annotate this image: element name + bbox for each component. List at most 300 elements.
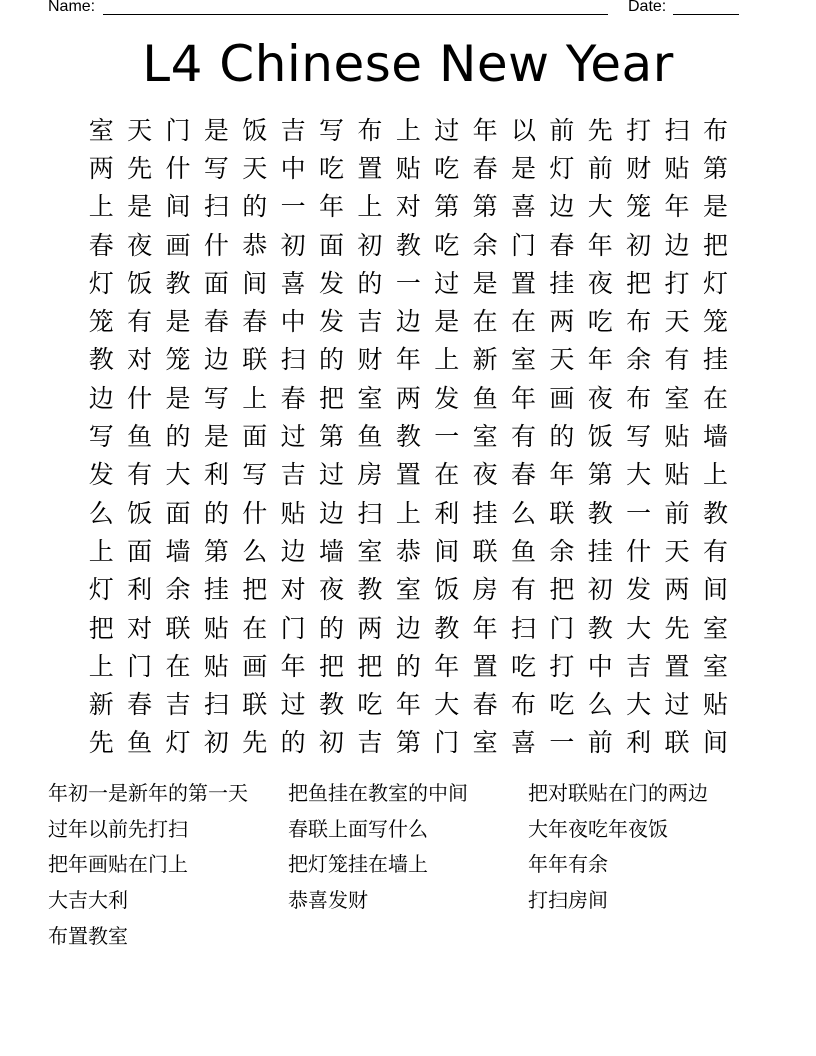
- grid-cell[interactable]: 打: [549, 651, 575, 681]
- grid-cell[interactable]: 把: [357, 651, 383, 681]
- grid-cell[interactable]: 吃: [357, 690, 383, 720]
- grid-cell[interactable]: 年: [472, 115, 498, 145]
- grid-cell[interactable]: 把: [319, 383, 345, 413]
- grid-cell[interactable]: 墙: [165, 536, 191, 566]
- grid-cell[interactable]: 是: [472, 268, 498, 298]
- grid-cell[interactable]: 边: [395, 613, 421, 643]
- grid-cell[interactable]: 春: [510, 460, 536, 490]
- grid-cell[interactable]: 联: [664, 728, 690, 758]
- grid-cell[interactable]: 灯: [549, 153, 575, 183]
- grid-cell[interactable]: 笼: [88, 307, 114, 337]
- grid-cell[interactable]: 年: [395, 690, 421, 720]
- grid-cell[interactable]: 联: [472, 536, 498, 566]
- grid-cell[interactable]: 贴: [280, 498, 306, 528]
- grid-cell[interactable]: 室: [510, 345, 536, 375]
- grid-cell[interactable]: 饭: [587, 422, 613, 452]
- grid-cell[interactable]: 鱼: [127, 422, 153, 452]
- grid-cell[interactable]: 的: [280, 728, 306, 758]
- grid-cell[interactable]: 春: [203, 307, 229, 337]
- grid-row: [82, 226, 735, 264]
- grid-cell[interactable]: 鱼: [472, 383, 498, 413]
- grid-cell[interactable]: 以: [510, 115, 536, 145]
- grid-cell[interactable]: 大: [434, 690, 460, 720]
- grid-cell[interactable]: 吉: [280, 115, 306, 145]
- grid-cell[interactable]: 初: [280, 230, 306, 260]
- grid-cell[interactable]: 夜: [587, 383, 613, 413]
- grid-cell[interactable]: 第: [472, 192, 498, 222]
- grid-cell[interactable]: 室: [664, 383, 690, 413]
- grid-cell[interactable]: 门: [127, 651, 153, 681]
- grid-cell[interactable]: 灯: [88, 575, 114, 605]
- grid-cell[interactable]: 什: [626, 536, 652, 566]
- grid-cell[interactable]: 边: [664, 230, 690, 260]
- grid-cell[interactable]: 置: [510, 268, 536, 298]
- grid-cell[interactable]: 初: [319, 728, 345, 758]
- grid-cell[interactable]: 天: [127, 115, 153, 145]
- grid-cell[interactable]: 对: [395, 192, 421, 222]
- grid-cell[interactable]: 教: [165, 268, 191, 298]
- grid-cell[interactable]: 贴: [702, 690, 728, 720]
- grid-cell[interactable]: 置: [664, 651, 690, 681]
- grid-cell[interactable]: 过: [280, 690, 306, 720]
- grid-cell[interactable]: 中: [280, 307, 306, 337]
- grid-cell[interactable]: 发: [626, 575, 652, 605]
- grid-cell[interactable]: 有: [702, 536, 728, 566]
- date-line[interactable]: [673, 14, 739, 15]
- grid-cell[interactable]: 一: [395, 268, 421, 298]
- grid-cell[interactable]: 年: [319, 192, 345, 222]
- grid-cell[interactable]: 门: [434, 728, 460, 758]
- grid-cell[interactable]: 扫: [280, 345, 306, 375]
- grid-cell[interactable]: 是: [165, 383, 191, 413]
- grid-cell[interactable]: 室: [472, 422, 498, 452]
- grid-cell[interactable]: 春: [549, 230, 575, 260]
- grid-cell[interactable]: 写: [319, 115, 345, 145]
- grid-cell[interactable]: 有: [127, 460, 153, 490]
- grid-cell[interactable]: 写: [626, 422, 652, 452]
- grid-cell[interactable]: 喜: [510, 192, 536, 222]
- grid-cell[interactable]: 饭: [242, 115, 268, 145]
- grid-cell[interactable]: 联: [165, 613, 191, 643]
- grid-cell[interactable]: 有: [664, 345, 690, 375]
- grid-cell[interactable]: 吃: [549, 690, 575, 720]
- grid-cell[interactable]: 第: [702, 153, 728, 183]
- grid-cell[interactable]: 两: [357, 613, 383, 643]
- grid-cell[interactable]: 上: [88, 651, 114, 681]
- grid-cell[interactable]: 一: [626, 498, 652, 528]
- grid-cell[interactable]: 夜: [319, 575, 345, 605]
- word-list-item: 把对联贴在门的两边: [528, 781, 708, 805]
- grid-cell[interactable]: 吉: [357, 307, 383, 337]
- grid-cell[interactable]: 边: [88, 383, 114, 413]
- grid-cell[interactable]: 联: [549, 498, 575, 528]
- grid-cell[interactable]: 挂: [587, 536, 613, 566]
- grid-cell[interactable]: 利: [434, 498, 460, 528]
- grid-cell[interactable]: 墙: [702, 422, 728, 452]
- grid-cell[interactable]: 前: [587, 153, 613, 183]
- grid-cell[interactable]: 联: [242, 345, 268, 375]
- grid-cell[interactable]: 教: [587, 613, 613, 643]
- grid-cell[interactable]: 财: [357, 345, 383, 375]
- grid-cell[interactable]: 什: [127, 383, 153, 413]
- grid-cell[interactable]: 上: [434, 345, 460, 375]
- grid-cell[interactable]: 室: [472, 728, 498, 758]
- grid-cell[interactable]: 过: [319, 460, 345, 490]
- grid-cell[interactable]: 室: [357, 383, 383, 413]
- grid-cell[interactable]: 饭: [434, 575, 460, 605]
- grid-cell[interactable]: 吃: [510, 651, 536, 681]
- grid-cell[interactable]: 吉: [165, 690, 191, 720]
- grid-cell[interactable]: 鱼: [127, 728, 153, 758]
- grid-cell[interactable]: 间: [242, 268, 268, 298]
- grid-cell[interactable]: 的: [395, 651, 421, 681]
- grid-cell[interactable]: 室: [702, 651, 728, 681]
- grid-cell[interactable]: 的: [319, 613, 345, 643]
- grid-cell[interactable]: 一: [434, 422, 460, 452]
- grid-cell[interactable]: 么: [510, 498, 536, 528]
- grid-cell[interactable]: 门: [165, 115, 191, 145]
- grid-cell[interactable]: 扫: [664, 115, 690, 145]
- grid-cell[interactable]: 两: [549, 307, 575, 337]
- grid-cell[interactable]: 的: [549, 422, 575, 452]
- word-list: [48, 776, 768, 954]
- grid-cell[interactable]: 利: [203, 460, 229, 490]
- grid-cell[interactable]: 年: [587, 345, 613, 375]
- grid-cell[interactable]: 前: [549, 115, 575, 145]
- grid-cell[interactable]: 天: [549, 345, 575, 375]
- grid-cell[interactable]: 面: [242, 422, 268, 452]
- grid-cell[interactable]: 两: [395, 383, 421, 413]
- grid-cell[interactable]: 上: [88, 536, 114, 566]
- grid-cell[interactable]: 的: [165, 422, 191, 452]
- grid-cell[interactable]: 把: [549, 575, 575, 605]
- grid-cell[interactable]: 利: [626, 728, 652, 758]
- grid-cell[interactable]: 边: [549, 192, 575, 222]
- grid-cell[interactable]: 年: [510, 383, 536, 413]
- grid-cell[interactable]: 门: [280, 613, 306, 643]
- grid-cell[interactable]: 贴: [395, 153, 421, 183]
- grid-cell[interactable]: 大: [626, 613, 652, 643]
- grid-cell[interactable]: 大: [626, 690, 652, 720]
- grid-cell[interactable]: 过: [664, 690, 690, 720]
- grid-cell[interactable]: 年: [472, 613, 498, 643]
- grid-cell[interactable]: 打: [664, 268, 690, 298]
- grid-cell[interactable]: 中: [280, 153, 306, 183]
- name-line[interactable]: [103, 14, 608, 15]
- grid-cell[interactable]: 房: [472, 575, 498, 605]
- grid-cell[interactable]: 是: [165, 307, 191, 337]
- grid-cell[interactable]: 发: [319, 307, 345, 337]
- grid-cell[interactable]: 春: [472, 153, 498, 183]
- grid-cell[interactable]: 布: [510, 690, 536, 720]
- grid-cell[interactable]: 上: [88, 192, 114, 222]
- grid-cell[interactable]: 恭: [395, 536, 421, 566]
- grid-row: [82, 532, 735, 570]
- grid-cell[interactable]: 教: [587, 498, 613, 528]
- grid-cell[interactable]: 写: [203, 153, 229, 183]
- grid-cell[interactable]: 教: [702, 498, 728, 528]
- grid-cell[interactable]: 贴: [203, 651, 229, 681]
- grid-cell[interactable]: 笼: [626, 192, 652, 222]
- grid-cell[interactable]: 什: [165, 153, 191, 183]
- grid-cell[interactable]: 夜: [127, 230, 153, 260]
- grid-cell[interactable]: 过: [280, 422, 306, 452]
- grid-cell[interactable]: 先: [242, 728, 268, 758]
- grid-cell[interactable]: 教: [395, 422, 421, 452]
- grid-cell[interactable]: 面: [127, 536, 153, 566]
- grid-cell[interactable]: 春: [242, 307, 268, 337]
- grid-cell[interactable]: 先: [664, 613, 690, 643]
- grid-cell[interactable]: 把: [319, 651, 345, 681]
- grid-cell[interactable]: 画: [242, 651, 268, 681]
- grid-cell[interactable]: 教: [395, 230, 421, 260]
- grid-cell[interactable]: 把: [626, 268, 652, 298]
- grid-cell[interactable]: 边: [395, 307, 421, 337]
- grid-cell[interactable]: 画: [549, 383, 575, 413]
- grid-cell[interactable]: 扫: [203, 192, 229, 222]
- grid-cell[interactable]: 有: [510, 422, 536, 452]
- grid-cell[interactable]: 夜: [587, 268, 613, 298]
- grid-cell[interactable]: 新: [88, 690, 114, 720]
- grid-cell[interactable]: 是: [203, 422, 229, 452]
- grid-cell[interactable]: 余: [165, 575, 191, 605]
- grid-cell[interactable]: 么: [242, 536, 268, 566]
- grid-cell[interactable]: 把: [88, 613, 114, 643]
- grid-cell[interactable]: 教: [319, 690, 345, 720]
- grid-cell[interactable]: 在: [242, 613, 268, 643]
- grid-cell[interactable]: 大: [165, 460, 191, 490]
- word-list-item: 大年夜吃年夜饭: [528, 816, 668, 841]
- grid-cell[interactable]: 么: [88, 498, 114, 528]
- grid-cell[interactable]: 的: [319, 345, 345, 375]
- grid-cell[interactable]: 是: [510, 153, 536, 183]
- grid-row: [82, 417, 735, 455]
- grid-cell[interactable]: 上: [395, 498, 421, 528]
- grid-cell[interactable]: 对: [280, 575, 306, 605]
- grid-cell[interactable]: 先: [587, 115, 613, 145]
- grid-cell[interactable]: 置: [395, 460, 421, 490]
- grid-cell[interactable]: 画: [165, 230, 191, 260]
- grid-cell[interactable]: 发: [88, 460, 114, 490]
- grid-cell[interactable]: 布: [626, 307, 652, 337]
- grid-cell[interactable]: 第: [587, 460, 613, 490]
- grid-cell[interactable]: 门: [549, 613, 575, 643]
- grid-cell[interactable]: 边: [203, 345, 229, 375]
- grid-cell[interactable]: 是: [203, 115, 229, 145]
- grid-cell[interactable]: 是: [127, 192, 153, 222]
- grid-cell[interactable]: 在: [434, 460, 460, 490]
- grid-cell[interactable]: 吃: [434, 153, 460, 183]
- grid-cell[interactable]: 笼: [165, 345, 191, 375]
- grid-cell[interactable]: 贴: [664, 153, 690, 183]
- grid-cell[interactable]: 财: [626, 153, 652, 183]
- grid-cell[interactable]: 春: [127, 690, 153, 720]
- grid-cell[interactable]: 把: [702, 230, 728, 260]
- grid-cell[interactable]: 笼: [702, 307, 728, 337]
- grid-cell[interactable]: 第: [203, 536, 229, 566]
- grid-cell[interactable]: 室: [357, 536, 383, 566]
- grid-cell[interactable]: 第: [434, 192, 460, 222]
- grid-cell[interactable]: 对: [127, 345, 153, 375]
- grid-cell[interactable]: 中: [587, 651, 613, 681]
- grid-cell[interactable]: 写: [242, 460, 268, 490]
- grid-row: [82, 111, 735, 149]
- grid-cell[interactable]: 上: [357, 192, 383, 222]
- grid-cell[interactable]: 贴: [203, 613, 229, 643]
- grid-cell[interactable]: 对: [127, 613, 153, 643]
- grid-cell[interactable]: 间: [165, 192, 191, 222]
- grid-cell[interactable]: 恭: [242, 230, 268, 260]
- grid-cell[interactable]: 年: [395, 345, 421, 375]
- grid-cell[interactable]: 前: [664, 498, 690, 528]
- grid-cell[interactable]: 过: [434, 115, 460, 145]
- grid-cell[interactable]: 年: [664, 192, 690, 222]
- grid-cell[interactable]: 扫: [510, 613, 536, 643]
- grid-cell[interactable]: 教: [88, 345, 114, 375]
- grid-cell[interactable]: 在: [510, 307, 536, 337]
- grid-cell[interactable]: 吉: [357, 728, 383, 758]
- grid-cell[interactable]: 天: [664, 536, 690, 566]
- grid-cell[interactable]: 吃: [319, 153, 345, 183]
- grid-cell[interactable]: 夜: [472, 460, 498, 490]
- grid-cell[interactable]: 灯: [702, 268, 728, 298]
- grid-cell[interactable]: 布: [702, 115, 728, 145]
- grid-cell[interactable]: 的: [357, 268, 383, 298]
- grid-cell[interactable]: 室: [395, 575, 421, 605]
- grid-cell[interactable]: 贴: [664, 460, 690, 490]
- grid-cell[interactable]: 年: [549, 460, 575, 490]
- grid-cell[interactable]: 写: [88, 422, 114, 452]
- grid-cell[interactable]: 门: [510, 230, 536, 260]
- grid-cell[interactable]: 两: [664, 575, 690, 605]
- grid-cell[interactable]: 室: [702, 613, 728, 643]
- word-list-item: 布置教室: [48, 923, 128, 948]
- grid-cell[interactable]: 年: [434, 651, 460, 681]
- grid-cell[interactable]: 布: [626, 383, 652, 413]
- grid-cell[interactable]: 初: [587, 575, 613, 605]
- grid-cell[interactable]: 鱼: [357, 422, 383, 452]
- grid-cell[interactable]: 喜: [510, 728, 536, 758]
- word-list-item: 春联上面写什么: [288, 816, 428, 841]
- grid-cell[interactable]: 前: [587, 728, 613, 758]
- grid-cell[interactable]: 扫: [203, 690, 229, 720]
- grid-cell[interactable]: 面: [319, 230, 345, 260]
- grid-cell[interactable]: 年: [587, 230, 613, 260]
- grid-cell[interactable]: 把: [242, 575, 268, 605]
- grid-cell[interactable]: 的: [242, 192, 268, 222]
- grid-cell[interactable]: 在: [472, 307, 498, 337]
- grid-cell[interactable]: 联: [242, 690, 268, 720]
- grid-cell[interactable]: 间: [434, 536, 460, 566]
- grid-cell[interactable]: 发: [319, 268, 345, 298]
- grid-cell[interactable]: 有: [127, 307, 153, 337]
- grid-cell[interactable]: 余: [549, 536, 575, 566]
- grid-cell[interactable]: 第: [395, 728, 421, 758]
- grid-cell[interactable]: 么: [587, 690, 613, 720]
- grid-cell[interactable]: 天: [664, 307, 690, 337]
- grid-cell[interactable]: 先: [127, 153, 153, 183]
- grid-cell[interactable]: 在: [702, 383, 728, 413]
- grid-cell[interactable]: 在: [165, 651, 191, 681]
- grid-cell[interactable]: 什: [242, 498, 268, 528]
- grid-cell[interactable]: 布: [357, 115, 383, 145]
- grid-cell[interactable]: 写: [203, 383, 229, 413]
- grid-cell[interactable]: 鱼: [510, 536, 536, 566]
- grid-cell[interactable]: 一: [280, 192, 306, 222]
- grid-cell[interactable]: 利: [127, 575, 153, 605]
- grid-cell[interactable]: 房: [357, 460, 383, 490]
- grid-cell[interactable]: 一: [549, 728, 575, 758]
- grid-cell[interactable]: 灯: [165, 728, 191, 758]
- grid-cell[interactable]: 贴: [664, 422, 690, 452]
- grid-cell[interactable]: 扫: [357, 498, 383, 528]
- grid-cell[interactable]: 墙: [319, 536, 345, 566]
- grid-cell[interactable]: 边: [319, 498, 345, 528]
- grid-cell[interactable]: 边: [280, 536, 306, 566]
- grid-cell[interactable]: 初: [626, 230, 652, 260]
- grid-cell[interactable]: 新: [472, 345, 498, 375]
- grid-cell[interactable]: 喜: [280, 268, 306, 298]
- grid-cell[interactable]: 灯: [88, 268, 114, 298]
- grid-cell[interactable]: 上: [395, 115, 421, 145]
- grid-cell[interactable]: 室: [88, 115, 114, 145]
- grid-cell[interactable]: 两: [88, 153, 114, 183]
- grid-cell[interactable]: 面: [165, 498, 191, 528]
- grid-cell[interactable]: 吉: [626, 651, 652, 681]
- grid-cell[interactable]: 面: [203, 268, 229, 298]
- grid-cell[interactable]: 初: [203, 728, 229, 758]
- grid-cell[interactable]: 有: [510, 575, 536, 605]
- grid-cell[interactable]: 挂: [549, 268, 575, 298]
- grid-cell[interactable]: 吃: [434, 230, 460, 260]
- grid-cell[interactable]: 饭: [127, 498, 153, 528]
- grid-cell[interactable]: 教: [357, 575, 383, 605]
- grid-cell[interactable]: 上: [702, 460, 728, 490]
- grid-cell[interactable]: 什: [203, 230, 229, 260]
- grid-cell[interactable]: 初: [357, 230, 383, 260]
- grid-cell[interactable]: 间: [702, 728, 728, 758]
- grid-cell[interactable]: 天: [242, 153, 268, 183]
- grid-cell[interactable]: 上: [242, 383, 268, 413]
- grid-cell[interactable]: 教: [434, 613, 460, 643]
- grid-cell[interactable]: 挂: [203, 575, 229, 605]
- grid-cell[interactable]: 春: [280, 383, 306, 413]
- grid-cell[interactable]: 第: [319, 422, 345, 452]
- grid-cell[interactable]: 是: [702, 192, 728, 222]
- grid-cell[interactable]: 春: [88, 230, 114, 260]
- grid-cell[interactable]: 是: [434, 307, 460, 337]
- grid-cell[interactable]: 年: [280, 651, 306, 681]
- grid-cell[interactable]: 大: [587, 192, 613, 222]
- grid-cell[interactable]: 先: [88, 728, 114, 758]
- grid-cell[interactable]: 吉: [280, 460, 306, 490]
- grid-cell[interactable]: 间: [702, 575, 728, 605]
- grid-cell[interactable]: 挂: [702, 345, 728, 375]
- grid-cell[interactable]: 挂: [472, 498, 498, 528]
- grid-cell[interactable]: 饭: [127, 268, 153, 298]
- grid-cell[interactable]: 吃: [587, 307, 613, 337]
- grid-cell[interactable]: 春: [472, 690, 498, 720]
- grid-cell[interactable]: 大: [626, 460, 652, 490]
- grid-cell[interactable]: 余: [626, 345, 652, 375]
- grid-cell[interactable]: 余: [472, 230, 498, 260]
- grid-cell[interactable]: 的: [203, 498, 229, 528]
- grid-cell[interactable]: 过: [434, 268, 460, 298]
- grid-cell[interactable]: 置: [472, 651, 498, 681]
- grid-cell[interactable]: 打: [626, 115, 652, 145]
- grid-cell[interactable]: 发: [434, 383, 460, 413]
- grid-cell[interactable]: 置: [357, 153, 383, 183]
